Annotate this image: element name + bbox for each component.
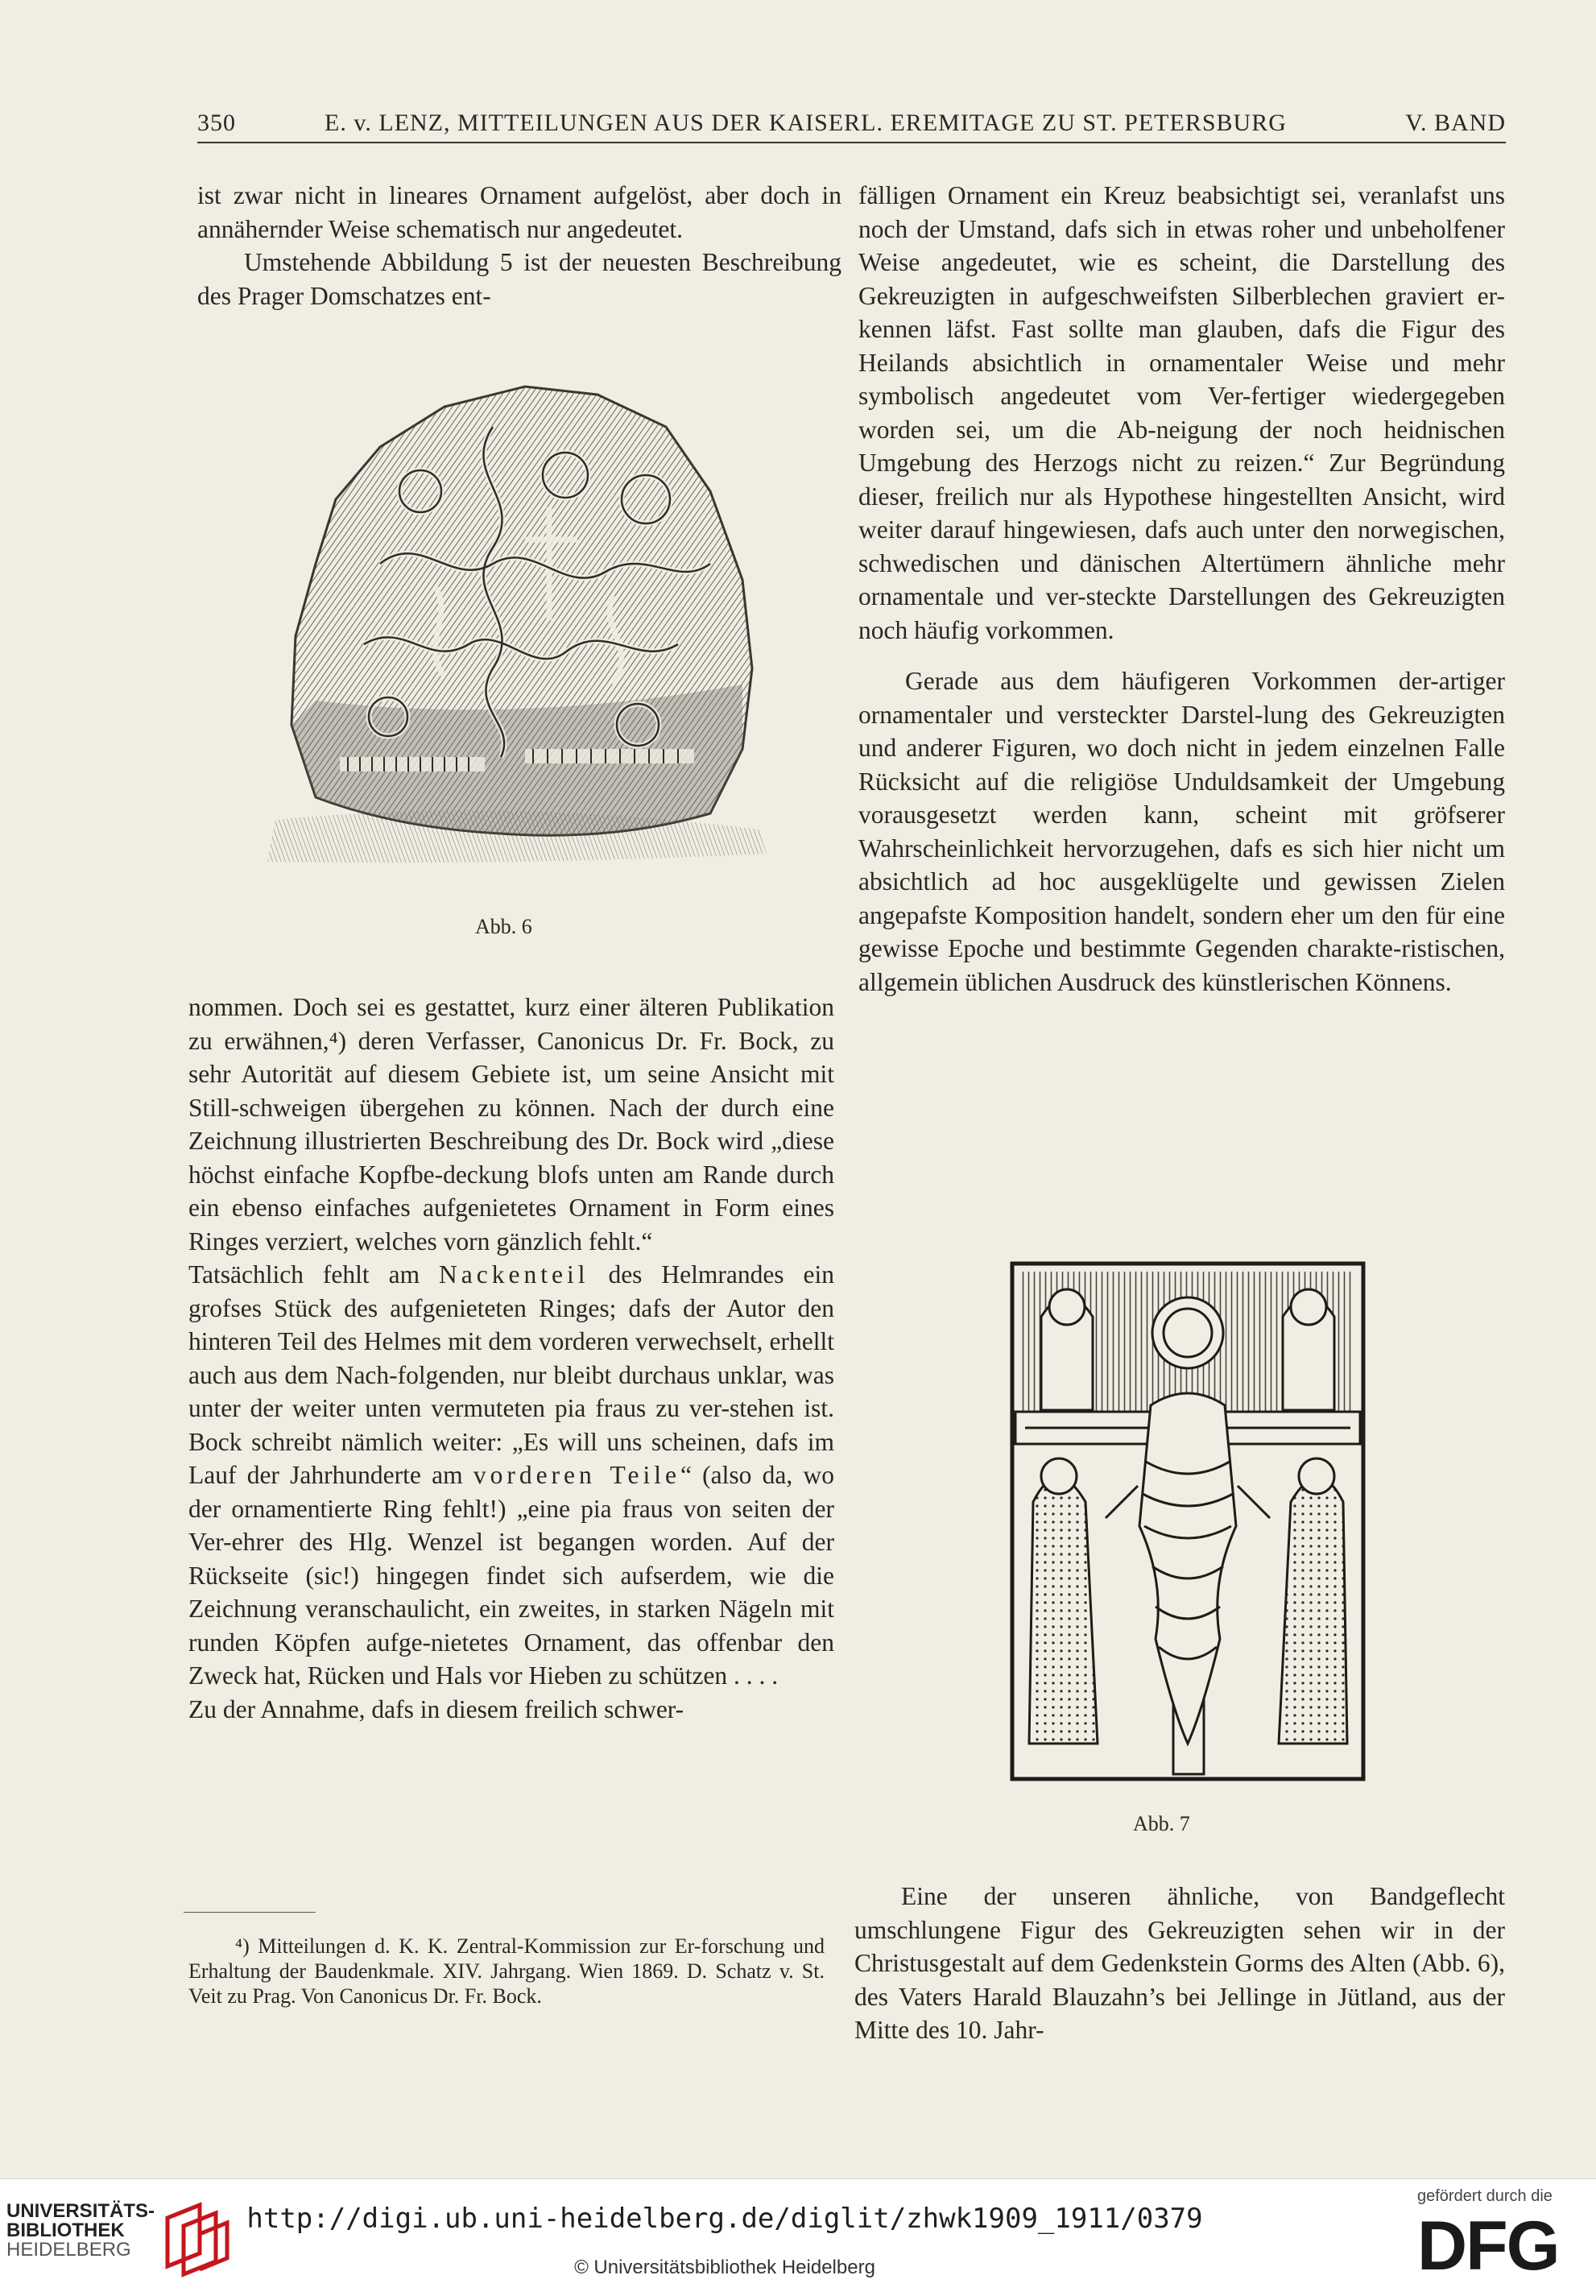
dfg-logo[interactable] [1417, 2208, 1570, 2277]
volume-label: V. BAND [1405, 110, 1506, 136]
text-run: “ (also da, wo der ornamentierte Ring fehlt!) „eine pia fraus von seiten der Ver-ehrer des Hlg. Wenzel ist begangen worden. Auf der Rückseite (sic!) hingegen findet sich aufserdem, wie die Zeichnung veranschaulicht, ein zweites, in starken Nägeln mit runden Köpfen aufge-nietetes Ornament, das offenbar den Zweck hat, Rücken und Hals vor Hieben zu schützen . . . . [188, 1461, 834, 1690]
paragraph: Gerade aus dem häufigeren Vorkommen der-artiger ornamentaler und versteckter Darstel-lung des Gekreuzigten und anderer Figuren, wo doch nicht in jedem einzelnen Falle Rücksicht auf die religiöse Unduldsamkeit der Umgebung vorausgesetzt werden kann, scheint mit gröfserer Wahrscheinlichkeit hervorzugehen, dafs es sich hier nicht um absichtlich ad hoc ausgeklügelte und gewissen Zielen angepafste Komposition handelt, sondern eher um den für eine gewisse Epoche und bestimmte Gegenden charakte-ristischen, allgemein üblichen Ausdruck des künstlerischen Könnens. [858, 667, 1505, 996]
paragraph [188, 1258, 834, 1693]
figure-7-crucifixion-illustration [1009, 1260, 1367, 1782]
library-name-line: HEIDELBERG [6, 2239, 131, 2261]
library-name-line: BIBLIOTHEK [6, 2219, 125, 2241]
paragraph: ist zwar nicht in lineares Ornament aufgelöst, aber doch in annähernder Weise schematisch nur angedeutet. [197, 181, 841, 243]
funding-note: gefördert durch die [1417, 2187, 1553, 2205]
paragraph: Umstehende Abbildung 5 ist der neuesten Beschreibung des Prager Domschatzes ent- [197, 248, 841, 310]
footnote-rule [184, 1912, 316, 1913]
right-column-bottom [854, 1880, 1505, 2047]
paragraph: Eine der unseren ähnliche, von Bandgeflecht umschlungene Figur des Gekreuzigten sehen wir in der Christusgestalt auf dem Gedenkstein Gorms des Alten (Abb. 6), des Vaters Harald Blauzahn’s bei Jellinge in Jütland, aus der Mitte des 10. Jahr- [854, 1882, 1505, 2044]
paragraph: fälligen Ornament ein Kreuz beabsichtigt sei, veranlafst uns noch der Umstand, dafs sich in etwas roher und unbeholfener Weise angedeutet, wie es scheint, die Darstellung des Gekreuzigten in aufgeschweifsten Silberblechen graviert er-kennen läfst. Fast sollte man glauben, dafs die Figur des Heilands absichtlich in ornamentaler Weise und mehr symbolisch angedeutet vom Ver-fertiger wiedergegeben worden sei, um die Ab-neigung der noch heidnischen Umgebung des Herzogs nicht zu reizen.“ Zur Begründung dieser, freilich nur als Hypothese hingestellten Ansicht, wird weiter darauf hingewiesen, dafs auch unter den norwegischen, schwedischen und dänischen Altertümern ähnliche mehr ornamentale und ver-steckte Darstellungen des Gekreuzigten noch häufig vorkommen. [858, 181, 1505, 644]
paragraph: Zu der Annahme, dafs in diesem freilich schwer- [188, 1694, 684, 1723]
figure-7-caption: Abb. 7 [1133, 1812, 1190, 1835]
library-name [6, 2202, 155, 2260]
copyright-notice: © Universitätsbibliothek Heidelberg [574, 2257, 875, 2278]
figure-6-rune-stone-illustration [259, 379, 770, 878]
left-column-bottom [188, 991, 834, 1726]
library-name-line: UNIVERSITÄTS- [6, 2200, 155, 2222]
text-run: des Helmrandes ein grofses Stück des aufgenieteten Ringes; dafs der Autor den hinteren Teil des Helmes mit dem vorderen verwechselt, erhellt auch aus dem Nach-folgenden, nur bleibt durchaus unklar, was unter der weiter unten vermuteten pia fraus zu ver-stehen ist. Bock schreibt nämlich weiter: „Es will uns scheinen, dafs im Lauf der Jahrhunderte am [188, 1260, 834, 1489]
footnote [188, 1934, 825, 2008]
paragraph: nommen. Doch sei es gestattet, kurz einer älteren Publikation zu erwähnen,⁴) deren Verfasser, Canonicus Dr. Fr. Bock, zu sehr Autorität auf diesem Gebiete ist, um seine Ansicht mit Still-schweigen übergehen zu können. Nach der durch eine Zeichnung illustrierten Beschreibung des Dr. Bock wird „diese höchst einfache Kopfbe-deckung blofs unten am Rande durch ein ebenso einfaches aufgenietetes Ornament in Form eines Ringes verziert, welches vorn gänzlich fehlt.“ [188, 993, 834, 1256]
dfg-logo-text: DFG [1417, 2208, 1559, 2277]
running-title: E. v. LENZ, MITTEILUNGEN AUS DER KAISERL. EREMITAGE ZU ST. PETERSBURG [325, 110, 1287, 136]
right-column-top [858, 179, 1505, 999]
permalink-url[interactable]: http://digi.ub.uni-heidelberg.de/diglit/zhwk1909_1911/0379 [246, 2203, 1203, 2235]
figure-6-caption: Abb. 6 [475, 915, 532, 938]
running-head [197, 105, 1506, 143]
footnote-text: ⁴) Mitteilungen d. K. K. Zentral-Kommission zur Er-forschung und Erhaltung der Baudenkmale. XIV. Jahrgang. Wien 1869. D. Schatz v. St. Veit zu Prag. Von Canonicus Dr. Fr. Bock. [188, 1934, 825, 2008]
page-number: 350 [197, 110, 236, 136]
library-logo[interactable] [6, 2200, 240, 2281]
spaced-text: vorderen Teile [473, 1461, 680, 1489]
spaced-text: Nackenteil [439, 1260, 589, 1289]
text-run: Tatsächlich fehlt am [188, 1260, 420, 1289]
library-mark-icon [159, 2202, 232, 2277]
left-column-top [197, 179, 841, 312]
